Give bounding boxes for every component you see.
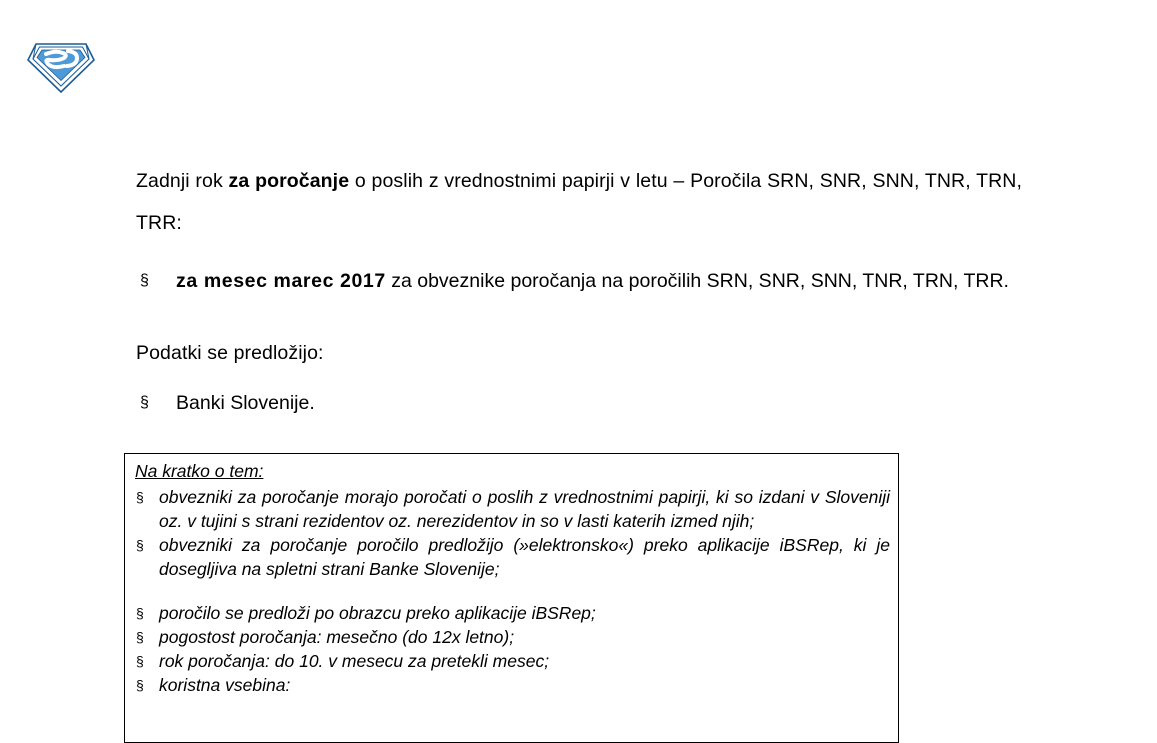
bullet-icon: § bbox=[136, 677, 144, 693]
info-box-item bbox=[133, 485, 890, 533]
intro-bold: za poročanje bbox=[228, 170, 350, 192]
info-box-item-text: poročilo se predloži po obrazcu preko aplikacije iBSRep; bbox=[159, 603, 596, 623]
info-box-item bbox=[133, 533, 890, 581]
info-box-title: Na kratko o tem: bbox=[135, 461, 264, 481]
spacer bbox=[136, 302, 1022, 332]
spacer bbox=[136, 244, 1022, 252]
info-box-item-text: rok poročanja: do 10. v mesecu za pretekli mesec; bbox=[159, 651, 550, 671]
info-box-item bbox=[133, 673, 890, 697]
bullet-text: Banki Slovenije. bbox=[176, 392, 315, 414]
document-body bbox=[136, 160, 1022, 424]
info-box-item bbox=[133, 649, 890, 673]
info-box-item-text: pogostost poročanja: mesečno (do 12x letno); bbox=[159, 627, 515, 647]
info-box bbox=[124, 453, 899, 743]
info-box-item bbox=[133, 625, 890, 649]
bullet-icon: § bbox=[140, 394, 149, 411]
intro-prefix: Zadnji rok bbox=[136, 170, 229, 192]
spacer bbox=[133, 581, 890, 601]
info-box-item-text: obvezniki za poročanje morajo poročati o poslih z vrednostnimi papirji, ki so izdani v Sloveniji oz. v tujini s strani rezidentov oz. nerezidentov in so v lasti katerih izmed njih; bbox=[159, 487, 890, 531]
bullet-text bbox=[176, 260, 1022, 302]
list-item bbox=[136, 260, 1022, 302]
intro-suffix: o poslih z vrednostnimi papirji v letu – Poročila SRN, SNR, SNN, TNR, TRN, TRR: bbox=[136, 170, 1022, 234]
bullet-icon: § bbox=[140, 272, 149, 289]
bullet-icon: § bbox=[136, 605, 144, 621]
bullet-rest-part: za obveznike poročanja na poročilih SRN, SNR, SNN, TNR, TRN, TRR. bbox=[385, 270, 1009, 292]
info-box-item-text: obvezniki za poročanje poročilo predložijo (»elektronsko«) preko aplikacije iBSRep, ki je dosegljiva na spletni strani Banke Slovenije; bbox=[159, 535, 890, 579]
sd-diamond-logo bbox=[24, 34, 98, 96]
info-box-item bbox=[133, 601, 890, 625]
bullet-icon: § bbox=[136, 489, 144, 505]
bullet-bold-part: za mesec marec 2017 bbox=[176, 270, 386, 292]
intro-paragraph bbox=[136, 160, 1022, 244]
info-box-item-text: koristna vsebina: bbox=[159, 675, 291, 695]
bullet-icon: § bbox=[136, 537, 144, 553]
bullet-icon: § bbox=[136, 629, 144, 645]
list-item bbox=[136, 382, 1022, 424]
submit-heading: Podatki se predložijo: bbox=[136, 342, 324, 364]
bullet-icon: § bbox=[136, 653, 144, 669]
